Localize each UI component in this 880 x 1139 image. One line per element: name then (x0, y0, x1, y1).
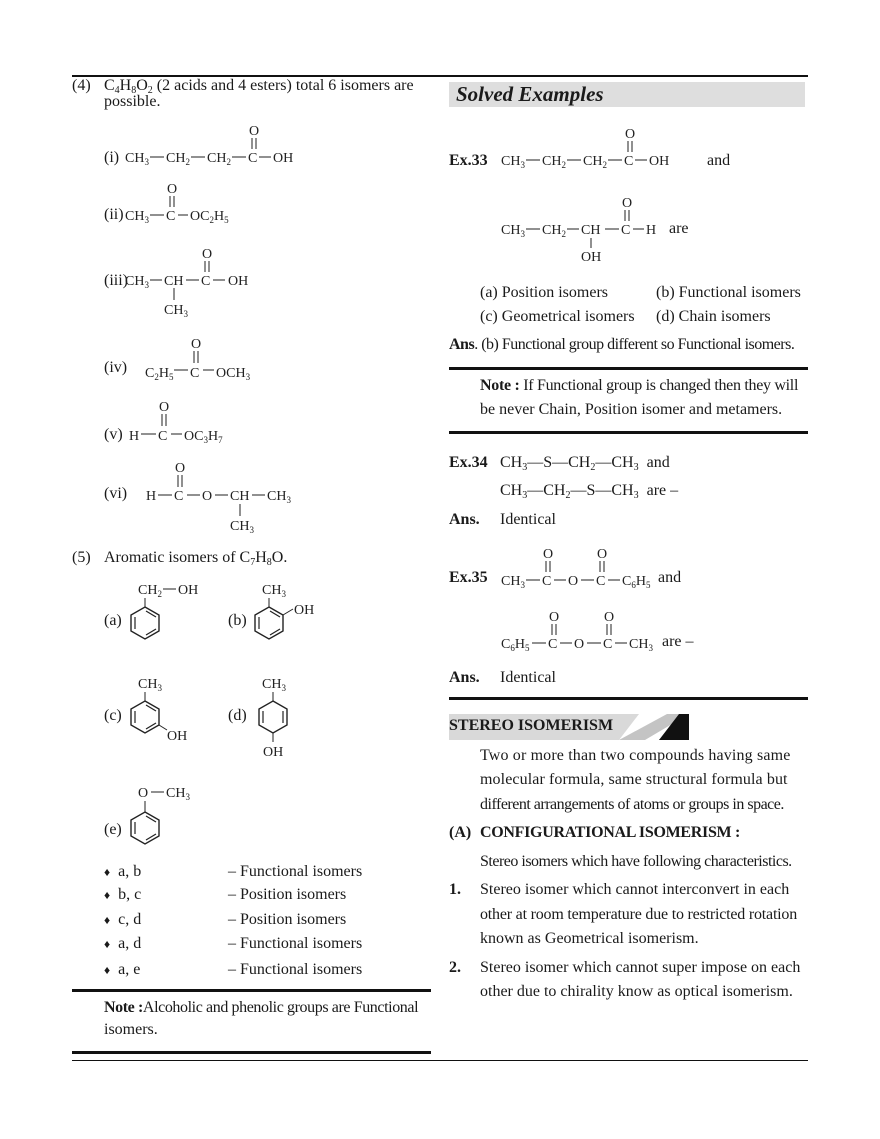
left-note-line1: Note :Alcoholic and phenolic groups are Functional (104, 999, 419, 1016)
isomer-label: (i) (104, 149, 120, 166)
right-note-bottom-rule (449, 431, 808, 434)
svg-text:OC3H7: $OC_3H_7$ (184, 429, 223, 445)
svg-text:O: O (568, 574, 579, 589)
svg-text:CH3: $CH_3$ (501, 574, 525, 590)
right-note-top-rule (449, 367, 808, 370)
isomer-label: (iii) (104, 272, 128, 289)
ex34-line2: $CH_3—CH_2—S—CH_3$ are – (500, 482, 679, 501)
svg-text:OH: OH (294, 603, 315, 618)
isomer-structure-ii (124, 180, 254, 225)
svg-text:CH2: $CH_2$ (138, 583, 162, 599)
svg-text:OH: OH (581, 250, 602, 265)
ex33-option-d: (d) Chain isomers (656, 308, 771, 325)
svg-text:CH3: $CH_3$ (125, 209, 149, 225)
item5-number: (5) (72, 549, 91, 566)
stereo-intro-line: molecular formula, same structural formula but (480, 771, 788, 788)
pair-relation: – Position isomers (228, 911, 347, 928)
svg-text:CH3: $CH_3$ (267, 489, 291, 505)
svg-text:O: O (202, 247, 213, 262)
svg-text:H: H (129, 429, 140, 444)
point-number: 1. (449, 881, 461, 898)
isomer-structure-v (128, 397, 248, 447)
svg-text:O: O (597, 547, 608, 562)
svg-text:O: O (159, 400, 170, 415)
section-a-text: Stereo isomers which have following characteristics. (480, 853, 792, 870)
svg-text:OH: OH (228, 274, 249, 289)
svg-text:CH2: $CH_2$ (542, 223, 566, 239)
svg-text:CH3: $CH_3$ (125, 274, 149, 290)
svg-text:OH: OH (649, 154, 670, 169)
left-note-top-rule (72, 989, 431, 992)
aromatic-structure-a (126, 578, 216, 650)
svg-text:CH: CH (230, 489, 250, 504)
ex33-structure-2 (500, 193, 670, 268)
svg-text:CH: CH (164, 274, 184, 289)
section-a-number: (A) (449, 824, 472, 841)
ex35-ans-text: Identical (500, 669, 556, 686)
ex34-ans-label: Ans. (449, 511, 480, 528)
svg-text:CH2: $CH_2$ (583, 154, 607, 170)
svg-text:C: C (158, 429, 168, 444)
svg-text:CH3: $CH_3$ (501, 223, 525, 239)
svg-text:C: C (603, 637, 613, 652)
right-note-line1: Note : If Functional group is changed then they will (480, 377, 799, 394)
svg-text:CH3: $CH_3$ (262, 677, 286, 693)
pair-relation: – Functional isomers (228, 863, 363, 880)
solved-examples-title: Solved Examples (456, 82, 604, 106)
svg-text:CH2: $CH_2$ (207, 151, 231, 167)
svg-text:O: O (622, 196, 633, 211)
svg-text:C: C (190, 366, 200, 381)
ex33-option-b: (b) Functional isomers (656, 284, 801, 301)
svg-text:CH3: $CH_3$ (262, 583, 286, 599)
svg-text:C: C (166, 209, 176, 224)
point-line: Stereo isomer which cannot super impose on each (480, 959, 801, 976)
ex33-structure-1 (500, 125, 690, 170)
left-note-bottom-rule (72, 1051, 431, 1054)
isomer-label: (vi) (104, 485, 128, 502)
svg-text:O: O (202, 489, 213, 504)
stereo-intro-line: different arrangements of atoms or groups in space. (480, 796, 784, 813)
aromatic-label: (c) (104, 707, 122, 724)
ex35-structure-2 (500, 606, 665, 654)
isomer-structure-iii (124, 244, 274, 319)
ex33-and: and (707, 152, 731, 169)
right-note-line2: be never Chain, Position isomer and metamers. (480, 401, 783, 418)
isomer-structure-iv (144, 334, 274, 384)
svg-text:O: O (138, 786, 149, 801)
point-line: other at room temperature due to restricted rotation (480, 906, 798, 923)
aromatic-label: (d) (228, 707, 247, 724)
svg-text:O: O (549, 610, 560, 625)
svg-text:CH3: $CH_3$ (125, 151, 149, 167)
list-item: ♦ c, d (104, 911, 142, 928)
list-item: ♦ a, b (104, 863, 142, 880)
item4-line2: possible. (104, 93, 161, 110)
svg-text:C: C (248, 151, 258, 166)
ex35-and: and (658, 569, 682, 586)
ex33-option-c: (c) Geometrical isomers (480, 308, 635, 325)
svg-text:C2H5: $C_2H_5$ (145, 366, 174, 382)
point-line: Stereo isomer which cannot interconvert in each (480, 881, 790, 898)
ex33-answer: Ans. (b) Functional group different so Functional isomers. (449, 336, 795, 353)
point-number: 2. (449, 959, 461, 976)
isomer-structure-i (124, 122, 314, 167)
svg-text:CH: CH (581, 223, 601, 238)
svg-text:CH3: $CH_3$ (230, 519, 254, 533)
pair-relation: – Functional isomers (228, 961, 363, 978)
svg-text:C6H5: $C_6H_5$ (501, 637, 530, 653)
ex33-label: Ex.33 (449, 152, 488, 169)
svg-text:O: O (574, 637, 585, 652)
left-note-line2: isomers. (104, 1021, 158, 1038)
svg-text:CH2: $CH_2$ (542, 154, 566, 170)
svg-text:OH: OH (178, 583, 199, 598)
ex35-are: are – (662, 633, 694, 650)
aromatic-structure-c (126, 672, 206, 750)
svg-text:O: O (604, 610, 615, 625)
aromatic-label: (e) (104, 821, 122, 838)
isomer-label: (v) (104, 426, 123, 443)
ex34-ans-text: Identical (500, 511, 556, 528)
aromatic-label: (a) (104, 612, 122, 629)
list-item: ♦ b, c (104, 886, 142, 903)
point-line: other due to chirality know as optical isomerism. (480, 983, 793, 1000)
svg-text:CH3: $CH_3$ (501, 154, 525, 170)
svg-text:C: C (621, 223, 631, 238)
svg-text:C: C (174, 489, 184, 504)
item4-number: (4) (72, 77, 91, 94)
pair-relation: – Functional isomers (228, 935, 363, 952)
isomer-label: (iv) (104, 359, 128, 376)
aromatic-label: (b) (228, 612, 247, 629)
svg-text:CH2: $CH_2$ (166, 151, 190, 167)
ex33-option-a: (a) Position isomers (480, 284, 608, 301)
stereo-isomerism-header (449, 714, 689, 740)
ex34-label: Ex.34 (449, 454, 488, 471)
item4-line1: $C_4H_8O_2$ (2 acids and 4 esters) total 6 isomers are (104, 77, 414, 96)
section-a-title: CONFIGURATIONAL ISOMERISM : (480, 824, 741, 841)
svg-text:O: O (175, 461, 186, 476)
stereo-isomerism-title: STEREO ISOMERISM (449, 717, 614, 734)
stereo-intro-line: Two or more than two compounds having same (480, 747, 791, 764)
svg-text:O: O (249, 124, 260, 139)
svg-text:O: O (543, 547, 554, 562)
solved-examples-header (449, 82, 805, 107)
svg-text:O: O (191, 337, 202, 352)
svg-text:CH3: $CH_3$ (138, 677, 162, 693)
svg-text:O: O (167, 182, 178, 197)
svg-text:OH: OH (167, 729, 188, 744)
svg-text:H: H (646, 223, 657, 238)
svg-text:C: C (542, 574, 552, 589)
svg-text:C: C (624, 154, 634, 169)
svg-text:OH: OH (273, 151, 294, 166)
isomer-structure-vi (145, 458, 315, 533)
svg-text:C: C (596, 574, 606, 589)
list-item: ♦ a, d (104, 935, 142, 952)
aromatic-structure-b (250, 578, 330, 650)
aromatic-structure-e (126, 780, 216, 852)
isomer-label: (ii) (104, 206, 124, 223)
svg-text:CH3: $CH_3$ (166, 786, 190, 802)
svg-text:OC2H5: $OC_2H_5$ (190, 209, 229, 225)
stereo-top-rule (449, 697, 808, 700)
pair-relation: – Position isomers (228, 886, 347, 903)
item5-title: Aromatic isomers of $C_7H_8O$. (104, 549, 288, 568)
ex35-label: Ex.35 (449, 569, 488, 586)
svg-text:OH: OH (263, 745, 284, 760)
bottom-rule (72, 1060, 808, 1061)
svg-text:CH3: $CH_3$ (629, 637, 653, 653)
ex35-structure-1 (500, 542, 660, 590)
ex34-line1: $CH_3—S—CH_2—CH_3$ and (500, 454, 670, 473)
ex33-are: are (669, 220, 689, 237)
svg-text:O: O (625, 127, 636, 142)
svg-text:C: C (201, 274, 211, 289)
point-line: known as Geometrical isomerism. (480, 930, 699, 947)
svg-text:CH3: $CH_3$ (164, 303, 188, 319)
svg-text:C: C (548, 637, 558, 652)
svg-text:H: H (146, 489, 157, 504)
svg-text:C6H5: $C_6H_5$ (622, 574, 651, 590)
svg-text:OCH3: $OCH_3$ (216, 366, 251, 382)
ex35-ans-label: Ans. (449, 669, 480, 686)
list-item: ♦ a, e (104, 961, 141, 978)
aromatic-structure-d (250, 672, 320, 764)
